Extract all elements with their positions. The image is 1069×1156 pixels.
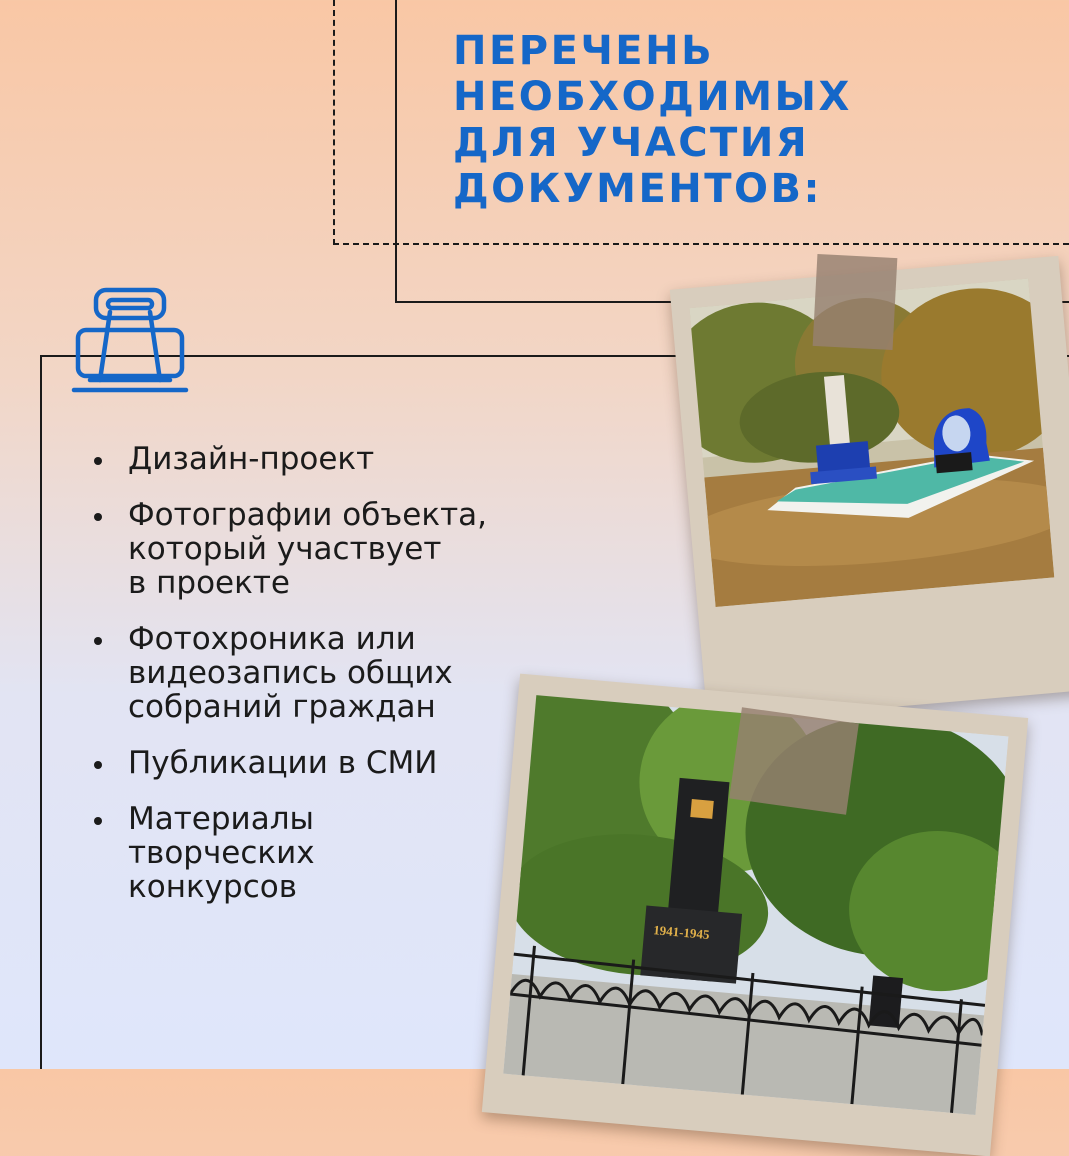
list-item-text: который участвует [128, 531, 442, 567]
list-item-design-project [92, 442, 562, 476]
documents-list [92, 442, 562, 926]
list-item-text: в проекте [128, 565, 290, 601]
list-item-text: Публикации в СМИ [128, 745, 438, 781]
list-item-media-publications [92, 746, 562, 780]
page-title [453, 28, 852, 212]
title-line: ДЛЯ УЧАСТИЯ [453, 120, 810, 166]
list-frame-vertical [40, 355, 42, 1069]
title-line: НЕОБХОДИМЫХ [453, 74, 852, 120]
list-item-photo-chronicle [92, 622, 562, 724]
list-item-text: Фотохроника или [128, 621, 416, 657]
monument-years-text: 1941-1945 [652, 922, 711, 943]
list-item-text: творческих [128, 835, 315, 871]
list-item-text: собраний граждан [128, 689, 436, 725]
title-line: ДОКУМЕНТОВ: [453, 166, 823, 212]
list-item-text: Дизайн-проект [128, 441, 375, 477]
list-item-text: Фотографии объекта, [128, 497, 487, 533]
list-item-text: конкурсов [128, 869, 297, 905]
tape-strip [729, 707, 859, 815]
list-item-creative-contests [92, 802, 562, 904]
tape-strip [813, 254, 898, 350]
list-item-text: Материалы [128, 801, 314, 837]
binder-clip-icon [70, 286, 190, 402]
title-line: ПЕРЕЧЕНЬ [453, 28, 715, 74]
dashed-frame-vertical [333, 0, 335, 245]
list-item-text: видеозапись общих [128, 655, 453, 691]
dashed-frame-horizontal [333, 243, 1069, 245]
title-frame-vertical [395, 0, 397, 303]
list-item-object-photos [92, 498, 562, 600]
